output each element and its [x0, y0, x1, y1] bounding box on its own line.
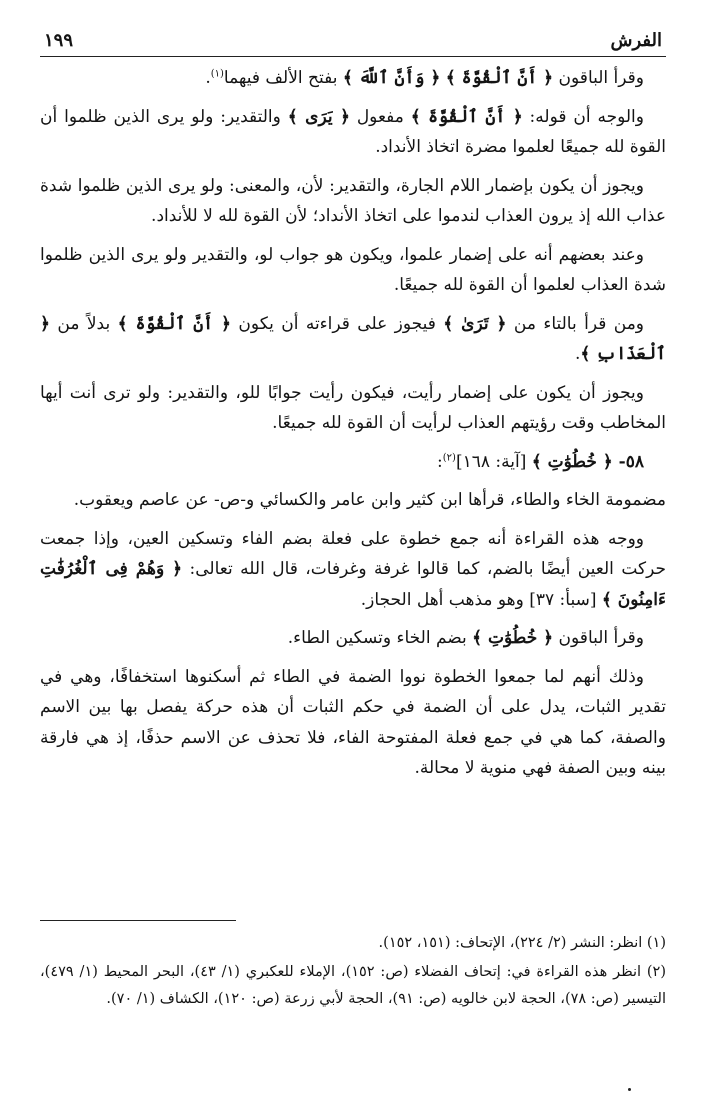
paragraph-4: وعند بعضهم أنه على إضمار علموا، ويكون هو جواب لو، والتقدير ولو يرى الذين ظلموا شدة العذاب لعلموا أن القوة لله جميعًا.	[40, 244, 666, 295]
quran-quote: ﴿ وَأَنَّ ٱللَّهَ ﴾	[342, 68, 441, 88]
header-rule	[40, 56, 666, 57]
paragraph-7: مضمومة الخاء والطاء، قرأها ابن كثير وابن عامر والكسائي و-ص- عن عاصم ويعقوب.	[73, 490, 666, 510]
paragraph-6: ويجوز أن يكون على إضمار رأيت، فيكون رأيت جوابًا للو، والتقدير: ولو ترى أنت أيها المخاطب وقت رؤيتهم العذاب لرأيت أن القوة لله جميعًا.	[40, 382, 666, 433]
page-header	[40, 28, 666, 56]
quran-quote: ﴿ خُطُوَٰتِ ﴾	[531, 451, 613, 472]
paragraph-8: ووجه هذه القراءة أنه جمع خطوة على فعلة بضم الفاء وتسكين العين، وإذا جمعت حركت العين أيضًا بالضم، كما قالوا غرفة وغرفات، قال الله تعالى: ﴿ وَهُمْ فِى ٱلْغُرُفَٰتِ ءَامِنُونَ ﴾ [سبأ: ٣٧] وهو مذهب أهل الحجاز.	[40, 528, 666, 610]
page-number: ١٩٩	[44, 30, 74, 51]
quran-quote: ﴿ ٱلْعَذَابِ ﴾	[40, 313, 666, 364]
paragraph-10: وذلك أنهم لما جمعوا الخطوة نووا الضمة في الطاء ثم أسكنوها استخفافًا، وهي في تقدير الثبات، يدل على أن الضمة في حكم الثبات أن هذه حركة يفصل بها بين الاسم والصفة، كما هي في جمع فعلة المفتوحة الفاء، فلا تحذف عن الاسم حذفًا، إذ هي فارقة بينه وبين الصفة فهي منوية لا محالة.	[40, 666, 666, 778]
quran-quote: ﴿ أَنَّ ٱلْقُوَّةَ ﴾	[445, 68, 554, 88]
paragraph-1: وقرأ الباقون ﴿ أَنَّ ٱلْقُوَّةَ ﴾ ﴿ وَأَنَّ ٱللَّهَ ﴾ بفتح الألف فيهما$^{(١)}$.	[205, 68, 644, 88]
paragraph-2: والوجه أن قوله: ﴿ أَنَّ ٱلْقُوَّةَ ﴾ مفعول ﴿ يَرَى ﴾ والتقدير: ولو يرى الذين ظلموا أن القوة لله جميعًا لعلموا مضرة اتخاذ الأنداد.	[40, 106, 666, 157]
paragraph-9: وقرأ الباقون ﴿ خُطُوَٰتِ ﴾ بضم الخاء وتسكين الطاء.	[287, 628, 644, 648]
section-heading-58: ٥٨- ﴿ خُطُوَٰتِ ﴾ [آية: ١٦٨]$^{(٢)}$:	[437, 451, 644, 472]
paragraph-5: ومن قرأ بالتاء من ﴿ تَرَىٰ ﴾ فيجوز على قراءته أن يكون ﴿ أَنَّ ٱلْقُوَّةَ ﴾ بدلاً من ﴿ ٱلْعَذَابِ ﴾.	[40, 313, 666, 364]
chapter-title: الفرش	[610, 30, 662, 51]
page-dot	[628, 1088, 631, 1091]
quran-quote: ﴿ أَنَّ ٱلْقُوَّةَ ﴾	[410, 106, 523, 127]
footnote-1: (١) انظر: النشر (٢/ ٢٢٤)، الإتحاف: (١٥١، ١٥٢).	[378, 935, 666, 951]
footnotes	[40, 930, 666, 1015]
footnote-separator	[40, 920, 236, 921]
footnote-ref-2[interactable]: (٢)	[442, 451, 456, 463]
quran-quote: ﴿ أَنَّ ٱلْقُوَّةَ ﴾	[117, 313, 232, 334]
page-body	[40, 28, 666, 792]
quran-quote: ﴿ يَرَى ﴾	[287, 106, 350, 127]
quran-quote: ﴿ تَرَىٰ ﴾	[443, 313, 507, 334]
quran-quote: ﴿ وَهُمْ فِى ٱلْغُرُفَٰتِ ءَامِنُونَ ﴾	[40, 559, 666, 610]
footnote-2: (٢) انظر هذه القراءة في: إتحاف الفضلاء (ص: ١٥٢)، الإملاء للعكبري (١/ ٤٣)، البحر المحيط (١/ ٤٧٩)، التيسير (ص: ٧٨)، الحجة لابن خالويه (ص: ٩١)، الحجة لأبي زرعة (ص: ١٢٠)، الكشاف (١/ ٧٠).	[40, 964, 667, 1007]
footnote-ref-1[interactable]: (١)	[210, 68, 224, 80]
paragraph-3: ويجوز أن يكون بإضمار اللام الجارة، والتقدير: لأن، والمعنى: ولو يرى الذين ظلموا شدة عذاب الله إذ يرون العذاب لندموا على اتخاذ الأنداد؛ لأن القوة لله لا للأنداد.	[40, 175, 666, 226]
quran-quote: ﴿ خُطُوَٰتِ ﴾	[472, 628, 554, 648]
